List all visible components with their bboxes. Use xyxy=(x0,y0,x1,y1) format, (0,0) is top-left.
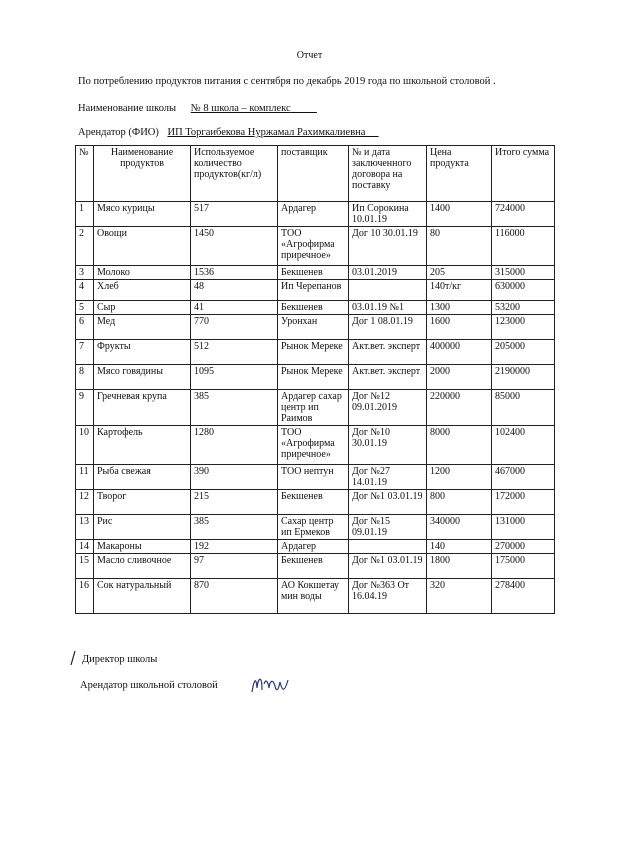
school-name: № 8 школа – комплекс xyxy=(190,103,291,114)
cell-quantity: 215 xyxy=(191,490,278,515)
cell-supplier: Бекшенев xyxy=(278,301,349,315)
header-number: № xyxy=(76,146,94,202)
cell-price: 140т/кг xyxy=(427,280,492,301)
cell-row-number: 16 xyxy=(76,579,94,614)
cell-price: 80 xyxy=(427,227,492,266)
header-total: Итого сумма xyxy=(492,146,555,202)
cell-total: 175000 xyxy=(492,554,555,579)
header-contract: № и дата заключенного договора на поставку xyxy=(349,146,427,202)
cell-contract: Дог №15 09.01.19 xyxy=(349,515,427,540)
cell-price: 8000 xyxy=(427,426,492,465)
cell-product-name: Рыба свежая xyxy=(94,465,191,490)
cell-total: 467000 xyxy=(492,465,555,490)
tenant-label: Арендатор (ФИО) xyxy=(78,127,159,138)
cell-contract: Дог №27 14.01.19 xyxy=(349,465,427,490)
cell-price: 340000 xyxy=(427,515,492,540)
cell-supplier: Ардагер сахар центр ип Раимов xyxy=(278,390,349,426)
cell-product-name: Рис xyxy=(94,515,191,540)
cell-product-name: Мясо курицы xyxy=(94,202,191,227)
cell-contract: Акт.вет. эксперт xyxy=(349,340,427,365)
cell-price: 140 xyxy=(427,540,492,554)
cell-supplier: ТОО нептун xyxy=(278,465,349,490)
cell-supplier: Бекшенев xyxy=(278,554,349,579)
cell-row-number: 8 xyxy=(76,365,94,390)
cell-total: 123000 xyxy=(492,315,555,340)
cell-quantity: 1280 xyxy=(191,426,278,465)
cell-contract: Дог №1 03.01.19 xyxy=(349,490,427,515)
table-row xyxy=(76,266,555,280)
cell-total: 102400 xyxy=(492,426,555,465)
cell-row-number: 1 xyxy=(76,202,94,227)
cell-quantity: 390 xyxy=(191,465,278,490)
table-row xyxy=(76,315,555,340)
table-row xyxy=(76,540,555,554)
table-row xyxy=(76,490,555,515)
cell-supplier: Рынок Мереке xyxy=(278,340,349,365)
cell-quantity: 385 xyxy=(191,390,278,426)
cell-product-name: Сыр xyxy=(94,301,191,315)
report-subtitle: По потреблению продуктов питания с сентября по декабрь 2019 года по школьной столовой . xyxy=(78,76,496,87)
cell-product-name: Масло сливочное xyxy=(94,554,191,579)
cell-product-name: Хлеб xyxy=(94,280,191,301)
cell-total: 53200 xyxy=(492,301,555,315)
header-price: Цена продукта xyxy=(427,146,492,202)
cell-row-number: 9 xyxy=(76,390,94,426)
cell-contract: 03.01.19 №1 xyxy=(349,301,427,315)
cell-supplier: Сахар центр ип Ермеков xyxy=(278,515,349,540)
table-row xyxy=(76,426,555,465)
cell-price: 220000 xyxy=(427,390,492,426)
cell-contract: Дог №1 03.01.19 xyxy=(349,554,427,579)
table-row xyxy=(76,227,555,266)
cell-supplier: Рынок Мереке xyxy=(278,365,349,390)
cell-row-number: 11 xyxy=(76,465,94,490)
cell-supplier: ТОО «Агрофирма приречное» xyxy=(278,227,349,266)
table-row xyxy=(76,301,555,315)
cell-quantity: 41 xyxy=(191,301,278,315)
cell-product-name: Мясо говядины xyxy=(94,365,191,390)
cell-quantity: 97 xyxy=(191,554,278,579)
cell-row-number: 3 xyxy=(76,266,94,280)
cell-row-number: 13 xyxy=(76,515,94,540)
cell-total: 630000 xyxy=(492,280,555,301)
cell-price: 2000 xyxy=(427,365,492,390)
cell-total: 270000 xyxy=(492,540,555,554)
tenant-name: ИП Торгаибекова Нуржамал Рахимкалиевна xyxy=(167,127,366,138)
cell-total: 724000 xyxy=(492,202,555,227)
table-row xyxy=(76,280,555,301)
cell-quantity: 870 xyxy=(191,579,278,614)
table-row xyxy=(76,390,555,426)
table-row xyxy=(76,515,555,540)
cell-quantity: 192 xyxy=(191,540,278,554)
cell-price: 800 xyxy=(427,490,492,515)
cell-quantity: 385 xyxy=(191,515,278,540)
cell-total: 278400 xyxy=(492,579,555,614)
cell-row-number: 12 xyxy=(76,490,94,515)
cell-row-number: 15 xyxy=(76,554,94,579)
cell-quantity: 770 xyxy=(191,315,278,340)
cell-total: 85000 xyxy=(492,390,555,426)
cell-supplier: Ип Черепанов xyxy=(278,280,349,301)
cell-supplier: Ардагер xyxy=(278,202,349,227)
cell-quantity: 512 xyxy=(191,340,278,365)
cell-row-number: 6 xyxy=(76,315,94,340)
cell-quantity: 517 xyxy=(191,202,278,227)
cell-contract: Акт.вет. эксперт xyxy=(349,365,427,390)
cell-contract: Дог №12 09.01.2019 xyxy=(349,390,427,426)
table-row xyxy=(76,554,555,579)
cell-total: 2190000 xyxy=(492,365,555,390)
director-label: Директор школы xyxy=(82,654,158,665)
cell-total: 131000 xyxy=(492,515,555,540)
cell-total: 315000 xyxy=(492,266,555,280)
cell-row-number: 2 xyxy=(76,227,94,266)
cell-price: 400000 xyxy=(427,340,492,365)
cell-quantity: 1095 xyxy=(191,365,278,390)
cell-product-name: Картофель xyxy=(94,426,191,465)
cell-supplier: Бекшенев xyxy=(278,490,349,515)
cell-price: 320 xyxy=(427,579,492,614)
table-row xyxy=(76,579,555,614)
cell-price: 205 xyxy=(427,266,492,280)
cell-price: 1200 xyxy=(427,465,492,490)
cell-contract: Ип Сорокина 10.01.19 xyxy=(349,202,427,227)
cell-supplier: Ардагер xyxy=(278,540,349,554)
cell-total: 172000 xyxy=(492,490,555,515)
cell-contract: Дог 1 08.01.19 xyxy=(349,315,427,340)
school-label: Наименование школы xyxy=(78,103,177,114)
cell-row-number: 5 xyxy=(76,301,94,315)
table-row xyxy=(76,202,555,227)
products-table xyxy=(75,145,555,614)
cell-total: 205000 xyxy=(492,340,555,365)
cell-product-name: Фрукты xyxy=(94,340,191,365)
report-title: Отчет xyxy=(296,50,323,61)
cell-quantity: 1450 xyxy=(191,227,278,266)
cell-supplier: Уронхан xyxy=(278,315,349,340)
cell-product-name: Творог xyxy=(94,490,191,515)
table-row xyxy=(76,340,555,365)
header-quantity: Используемое количество продуктов(кг/л) xyxy=(191,146,278,202)
school-line xyxy=(78,103,317,114)
cell-product-name: Овощи xyxy=(94,227,191,266)
cell-price: 1400 xyxy=(427,202,492,227)
cell-price: 1800 xyxy=(427,554,492,579)
cell-contract: 03.01.2019 xyxy=(349,266,427,280)
cell-supplier: АО Кокшетау мин воды xyxy=(278,579,349,614)
tenant-underline xyxy=(365,127,378,138)
tenant-signature-label: Арендатор школьной столовой xyxy=(80,680,218,691)
cell-quantity: 1536 xyxy=(191,266,278,280)
pen-tick-mark xyxy=(68,650,78,666)
cell-product-name: Мед xyxy=(94,315,191,340)
table-row xyxy=(76,365,555,390)
cell-price: 1300 xyxy=(427,301,492,315)
table-header-row xyxy=(76,146,555,202)
cell-row-number: 7 xyxy=(76,340,94,365)
cell-contract: Дог 10 30.01.19 xyxy=(349,227,427,266)
cell-total: 116000 xyxy=(492,227,555,266)
table-row xyxy=(76,465,555,490)
cell-product-name: Сок натуральный xyxy=(94,579,191,614)
cell-contract: Дог №363 От 16.04.19 xyxy=(349,579,427,614)
cell-row-number: 14 xyxy=(76,540,94,554)
cell-row-number: 4 xyxy=(76,280,94,301)
cell-contract xyxy=(349,540,427,554)
tenant-line xyxy=(78,127,379,138)
cell-contract xyxy=(349,280,427,301)
cell-supplier: ТОО «Агрофирма приречное» xyxy=(278,426,349,465)
cell-product-name: Молоко xyxy=(94,266,191,280)
school-underline xyxy=(291,103,317,114)
handwritten-signature xyxy=(248,670,294,698)
cell-price: 1600 xyxy=(427,315,492,340)
cell-product-name: Гречневая крупа xyxy=(94,390,191,426)
cell-product-name: Макароны xyxy=(94,540,191,554)
cell-contract: Дог №10 30.01.19 xyxy=(349,426,427,465)
cell-row-number: 10 xyxy=(76,426,94,465)
cell-quantity: 48 xyxy=(191,280,278,301)
header-supplier: поставщик xyxy=(278,146,349,202)
cell-supplier: Бекшенев xyxy=(278,266,349,280)
header-product-name: Наименование продуктов xyxy=(94,146,191,202)
